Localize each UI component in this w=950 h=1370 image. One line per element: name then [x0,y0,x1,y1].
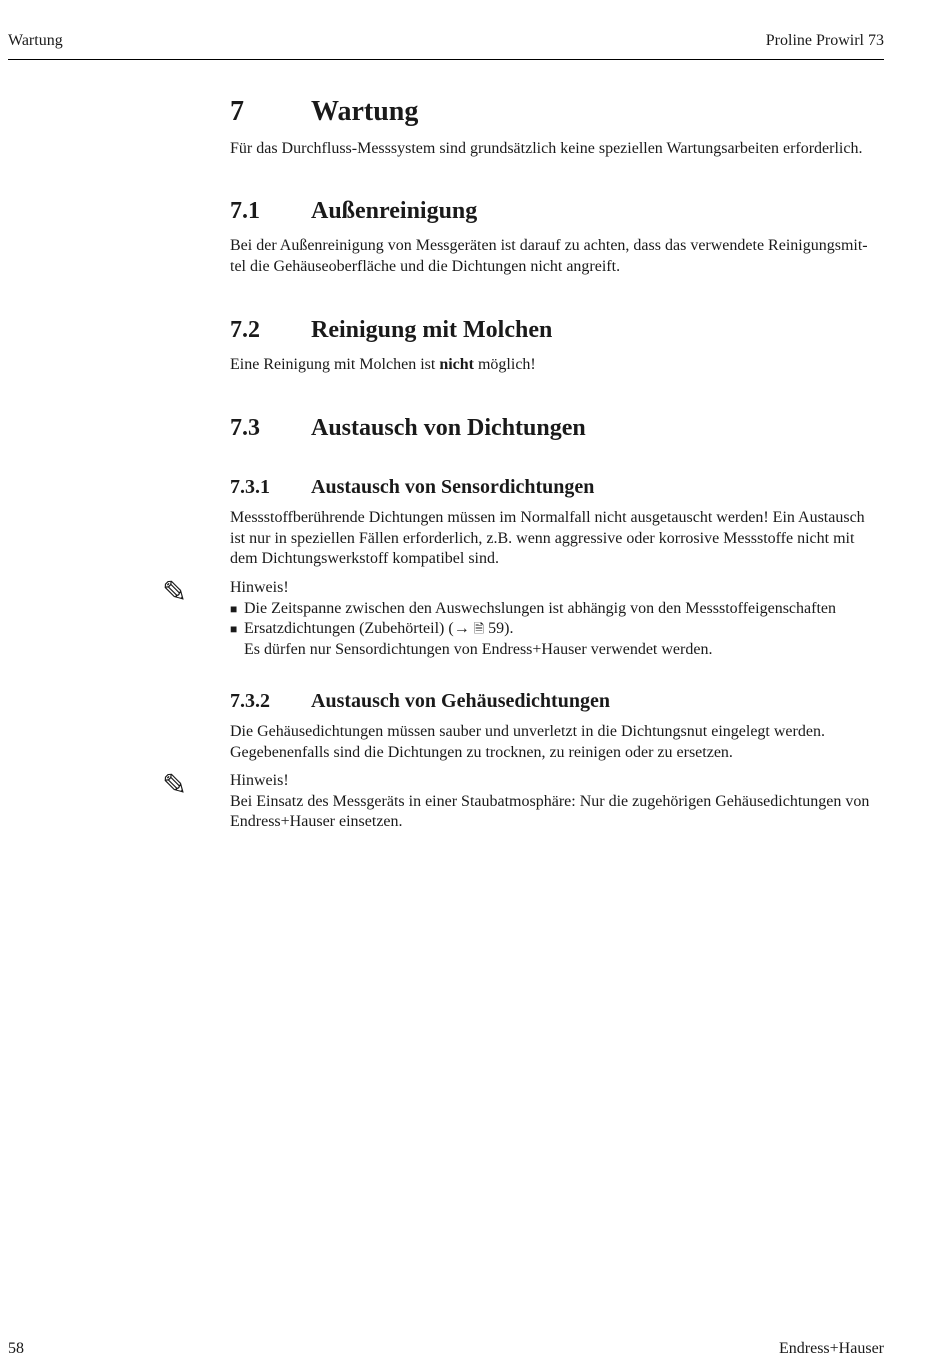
heading-7-3-1 [230,475,594,499]
emphasis-nicht: nicht [439,356,474,373]
heading-title: Reinigung mit Molchen [311,317,553,343]
paragraph-line: ist nur in speziellen Fällen erforderlich, z.B. wenn aggressive oder korrosive Messstoffe nicht mit [230,529,855,547]
heading-title: Wartung [311,96,419,127]
list-item [230,599,886,620]
paragraph-line: tel die Gehäuseoberfläche und die Dichtungen nicht angreift. [230,257,621,275]
note-line: Endress+Hauser einsetzen. [230,813,403,830]
square-bullet-icon: ■ [230,622,238,636]
footer-brand: Endress+Hauser [779,1340,884,1357]
note-title: Hinweis! [230,579,289,596]
page-number: 58 [8,1340,24,1357]
list-item-text-start: Ersatzdichtungen (Zubehörteil) ( [244,620,454,637]
paragraph-line: Messstoffberührende Dichtungen müssen im Normalfall nicht ausgetauscht werden! Ein Austausch [230,509,865,526]
paragraph-line: Gegebenenfalls sind die Dichtungen zu trocknen, zu reinigen oder zu ersetzen. [230,743,733,761]
note-7-3-1 [230,578,886,660]
heading-title: Austausch von Gehäusedichtungen [311,690,610,712]
pencil-icon: ✎ [162,576,188,609]
text-before: Eine Reinigung mit Molchen ist [230,356,440,373]
heading-7-3 [230,414,586,442]
page-reference: 59). [488,620,514,637]
list-item-continuation: Es dürfen nur Sensordichtungen von Endress+Hauser verwendet werden. [244,640,713,658]
arrow-icon: → [453,620,470,637]
heading-title: Außenreinigung [311,198,478,224]
heading-number: 7.3.1 [230,476,270,498]
list-item [230,619,886,640]
text-after: möglich! [473,356,536,373]
paragraph-line: Die Gehäusedichtungen müssen sauber und unverletzt in die Dichtungsnut eingelegt werden. [230,723,825,740]
running-header-product: Proline Prowirl 73 [765,32,884,49]
list-item-text: Die Zeitspanne zwischen den Auswechslungen ist abhängig von den Messstoffeigenschaften [244,599,836,617]
paragraph [230,355,886,376]
paragraph-line: Bei der Außenreinigung von Messgeräten ist darauf zu achten, dass das verwendete Reinigungsmit- [230,237,868,254]
section-7-1-text [230,236,886,277]
section-7-3-1-text [230,508,886,570]
pencil-icon: ✎ [162,769,188,802]
square-bullet-icon: ■ [230,601,238,616]
heading-7-3-2 [230,689,610,713]
paragraph: Für das Durchfluss-Messsystem sind grundsätzlich keine speziellen Wartungsarbeiten erforderlich. [230,140,863,157]
heading-7-2 [230,316,552,344]
running-header-section: Wartung [8,32,63,49]
heading-title: Austausch von Sensordichtungen [311,476,595,498]
heading-number: 7.1 [230,198,260,224]
note-7-3-2 [230,771,886,833]
section-7-2-text [230,355,886,376]
heading-number: 7.3 [230,415,260,441]
list-item-text [244,619,513,640]
note-line: Bei Einsatz des Messgeräts in einer Staubatmosphäre: Nur die zugehörigen Gehäusedichtungen von [230,792,870,810]
heading-title: Austausch von Dichtungen [311,415,586,441]
document-icon: 🗎 [473,621,485,636]
heading-7 [230,96,418,128]
note-title: Hinweis! [230,772,289,789]
section-7-3-2-text [230,722,886,763]
paragraph-line: dem Dichtungswerkstoff kompatibel sind. [230,550,499,567]
heading-7-1 [230,197,477,225]
heading-number: 7.2 [230,317,260,343]
heading-number: 7 [230,96,244,127]
header-rule [8,59,884,60]
heading-number: 7.3.2 [230,690,270,712]
section-7-text [230,139,886,160]
